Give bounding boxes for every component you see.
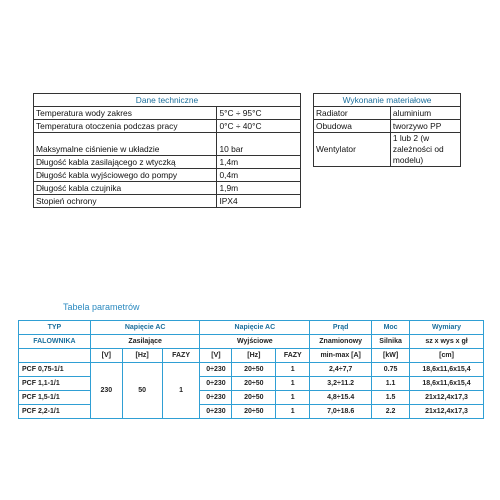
dims-cell: 18,6x11,6x15,4 [410, 377, 484, 391]
output-frequency-cell: 20÷50 [232, 377, 276, 391]
current-cell: 2,4÷7,7 [310, 363, 372, 377]
col-header-typ: TYP [19, 321, 91, 335]
col-header-current: Prąd [310, 321, 372, 335]
col-subheader-current: Znamionowy [310, 335, 372, 349]
table-row [34, 169, 301, 182]
current-cell: 7,0÷18.6 [310, 405, 372, 419]
col-header-power: Moc [372, 321, 410, 335]
unit-cell: FAZY [162, 349, 200, 363]
col-header-output-voltage: Napięcie AC [200, 321, 310, 335]
parameter-table-title: Tabela parametrów [63, 302, 140, 312]
table-row [19, 405, 484, 419]
col-subheader-dims: sz x wys x gł [410, 335, 484, 349]
unit-cell: [kW] [372, 349, 410, 363]
table-row [34, 182, 301, 195]
input-phases-cell: 1 [162, 363, 200, 419]
unit-cell: [V] [90, 349, 122, 363]
tech-label: Długość kabla zasilającego z wtyczką [34, 156, 217, 169]
materials-table [313, 93, 461, 167]
tech-label: Stopień ochrony [34, 195, 217, 208]
output-voltage-cell: 0÷230 [200, 391, 232, 405]
unit-cell: FAZY [276, 349, 310, 363]
empty-cell [19, 349, 91, 363]
power-cell: 1.5 [372, 391, 410, 405]
output-frequency-cell: 20÷50 [232, 405, 276, 419]
table-row [34, 107, 301, 120]
tech-value: 1,4m [217, 156, 301, 169]
tech-label: Długość kabla czujnika [34, 182, 217, 195]
technical-data-header: Dane techniczne [34, 94, 301, 107]
parameter-table [18, 320, 484, 419]
material-label: Obudowa [314, 120, 391, 133]
table-row [19, 377, 484, 391]
unit-cell: [V] [200, 349, 232, 363]
output-frequency-cell: 20÷50 [232, 363, 276, 377]
tech-value: 1,9m [217, 182, 301, 195]
material-label: Radiator [314, 107, 391, 120]
dims-cell: 21x12,4x17,3 [410, 405, 484, 419]
col-subheader-output: Wyjściowe [200, 335, 310, 349]
output-phases-cell: 1 [276, 363, 310, 377]
model-cell: PCF 1,1-1/1 [19, 377, 91, 391]
col-header-falownika: FALOWNIKA [19, 335, 91, 349]
power-cell: 0.75 [372, 363, 410, 377]
material-value: aluminium [390, 107, 460, 120]
table-row [19, 391, 484, 405]
output-phases-cell: 1 [276, 377, 310, 391]
input-frequency-cell: 50 [122, 363, 162, 419]
unit-cell: [Hz] [122, 349, 162, 363]
col-header-dims: Wymiary [410, 321, 484, 335]
technical-data-table [33, 93, 301, 208]
tech-label: Temperatura wody zakres [34, 107, 217, 120]
current-cell: 4,8÷15.4 [310, 391, 372, 405]
output-phases-cell: 1 [276, 405, 310, 419]
output-frequency-cell: 20÷50 [232, 391, 276, 405]
table-row [19, 363, 484, 377]
tech-value: 5°C ÷ 95°C [217, 107, 301, 120]
current-cell: 3,2÷11.2 [310, 377, 372, 391]
tech-value: 10 bar [217, 133, 301, 156]
tech-label: Długość kabla wyjściowego do pompy [34, 169, 217, 182]
table-row [314, 107, 461, 120]
model-cell: PCF 0,75-1/1 [19, 363, 91, 377]
table-row [314, 133, 461, 167]
tech-value: IPX4 [217, 195, 301, 208]
power-cell: 1.1 [372, 377, 410, 391]
unit-cell: [cm] [410, 349, 484, 363]
tech-label: Maksymalne ciśnienie w układzie [34, 133, 217, 156]
table-row [34, 195, 301, 208]
dims-cell: 21x12,4x17,3 [410, 391, 484, 405]
col-header-input-voltage: Napięcie AC [90, 321, 200, 335]
table-row [314, 120, 461, 133]
unit-cell: min-max [A] [310, 349, 372, 363]
model-cell: PCF 1,5-1/1 [19, 391, 91, 405]
col-subheader-power: Silnika [372, 335, 410, 349]
power-cell: 2.2 [372, 405, 410, 419]
material-label: Wentylator [314, 133, 391, 167]
dims-cell: 18,6x11,6x15,4 [410, 363, 484, 377]
model-cell: PCF 2,2-1/1 [19, 405, 91, 419]
tech-label: Temperatura otoczenia podczas pracy [34, 120, 217, 133]
output-voltage-cell: 0÷230 [200, 363, 232, 377]
output-phases-cell: 1 [276, 391, 310, 405]
table-row [34, 120, 301, 133]
unit-cell: [Hz] [232, 349, 276, 363]
output-voltage-cell: 0÷230 [200, 405, 232, 419]
tech-value: 0,4m [217, 169, 301, 182]
material-value: 1 lub 2 (w zależności od modelu) [390, 133, 460, 167]
table-row [34, 156, 301, 169]
input-voltage-cell: 230 [90, 363, 122, 419]
output-voltage-cell: 0÷230 [200, 377, 232, 391]
material-value: tworzywo PP [390, 120, 460, 133]
table-row [34, 133, 301, 156]
tech-value: 0°C ÷ 40°C [217, 120, 301, 133]
materials-header: Wykonanie materiałowe [314, 94, 461, 107]
col-subheader-input: Zasilające [90, 335, 200, 349]
